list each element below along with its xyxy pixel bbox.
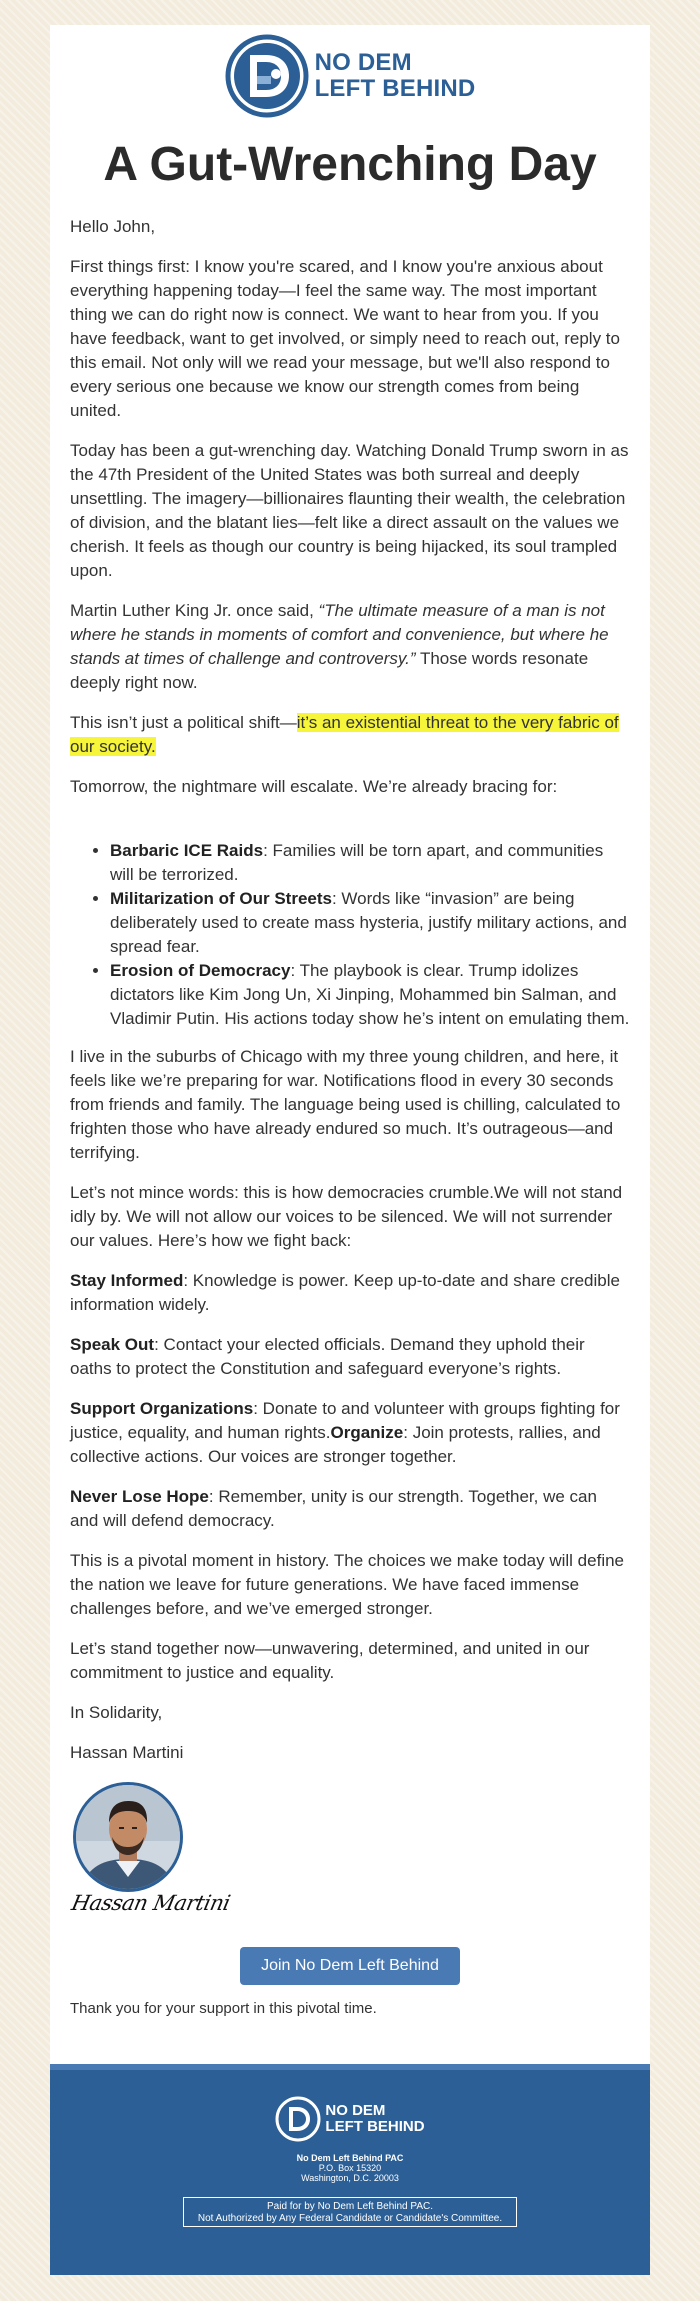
action-title: Stay Informed	[70, 1271, 184, 1290]
footer-logo-line-1: NO DEM	[325, 2102, 386, 2119]
avatar	[72, 1781, 184, 1893]
highlighted-text: it’s an existential threat to the very fabric of our society.	[70, 713, 619, 756]
paragraph-day: Today has been a gut-wrenching day. Watching Donald Trump sworn in as the 47th President of the United States was both surreal and deeply unsettling. The imagery—billionaires flaunting their wealth, the celebration of division, and the blatant lies—felt like a direct assault on the values we cherish. It feels as though our country is being hijacked, its soul trampled upon.	[70, 441, 629, 580]
action-text: : Donate to and volunteer with groups fighting for justice, equality, and human rights.	[70, 1399, 620, 1442]
footer-address	[50, 2153, 650, 2183]
join-button[interactable]: Join No Dem Left Behind	[240, 1947, 460, 1985]
paragraph-chicago: I live in the suburbs of Chicago with my three young children, and here, it feels like we’re preparing for war. Notifications flood in every 30 seconds from friends and family. The language being used is chilling, calculated to frighten those who have already endured so much. It’s outrageous—and terrifying.	[70, 1047, 621, 1162]
threat-lead: This isn’t just a political shift—	[70, 713, 297, 732]
list-item-text: : Words like “invasion” are being deliberately used to create mass hysteria, justify military actions, and spread fear.	[110, 889, 627, 956]
threat-list	[70, 839, 630, 1031]
logo-line-2: LEFT BEHIND	[314, 75, 476, 102]
d-logo-icon	[275, 2096, 321, 2142]
list-item-title: Militarization of Our Streets	[110, 889, 332, 908]
action-speak-out	[70, 1333, 630, 1381]
email-card	[50, 25, 650, 2275]
disclaimer-line-1: Paid for by No Dem Left Behind PAC.	[266, 2201, 433, 2212]
paragraph-fight-back: Let’s not mince words: this is how democracies crumble.We will not stand idly by. We will not allow our voices to be silenced. We will not surrender our values. Here’s how we fight back:	[70, 1183, 623, 1250]
closing: In Solidarity,	[70, 1703, 163, 1722]
mlk-lead: Martin Luther King Jr. once said,	[70, 601, 319, 620]
list-item	[110, 959, 630, 1031]
action-text: : Contact your elected officials. Demand they uphold their oaths to protect the Constitution and safeguard everyone’s rights.	[70, 1335, 585, 1378]
disclaimer-box	[183, 2197, 517, 2227]
paragraph-stand-together: Let’s stand together now—unwavering, determined, and united in our commitment to justice and equality.	[70, 1639, 590, 1682]
list-item-title: Erosion of Democracy	[110, 961, 291, 980]
handwritten-signature: Hassan Martini	[69, 1891, 233, 1915]
footer-address-line-2: Washington, D.C. 20003	[301, 2173, 399, 2183]
paragraph-intro: First things first: I know you're scared, and I know you're anxious about everything happening today—I feel the same way. The most important thing we can do right now is connect. We want to hear from you. If you have feedback, want to get involved, or simply need to reach out, reply to this email. Not only will we read your message, but we'll also respond to every serious one because we know our strength comes from being united.	[70, 257, 620, 420]
list-item	[110, 887, 630, 959]
list-item-text: : Families will be torn apart, and communities will be terrorized.	[110, 841, 604, 884]
action-title: Speak Out	[70, 1335, 155, 1354]
signature-block	[70, 1781, 630, 1927]
thank-you-note: Thank you for your support in this pivotal time.	[70, 2000, 377, 2017]
paragraph-mlk	[70, 599, 630, 695]
action-title: Never Lose Hope	[70, 1487, 209, 1506]
footer-wordmark	[325, 2103, 424, 2135]
logo-wordmark	[315, 50, 476, 102]
mlk-quote: “The ultimate measure of a man is not where he stands in moments of comfort and convenience, but where he stands at times of challenge and controversy.”	[70, 601, 609, 668]
action-text: : Remember, unity is our strength. Together, we can and will defend democracy.	[70, 1487, 597, 1530]
disclaimer-line-2: Not Authorized by Any Federal Candidate or Candidate's Committee.	[197, 2213, 503, 2224]
mlk-tail: Those words resonate deeply right now.	[70, 649, 589, 692]
action-title: Support Organizations	[70, 1399, 254, 1418]
footer-org: No Dem Left Behind PAC	[296, 2153, 404, 2163]
footer-logo[interactable]	[50, 2096, 650, 2142]
action-text: : Knowledge is power. Keep up-to-date and share credible information widely.	[70, 1271, 620, 1314]
list-item	[110, 839, 630, 887]
action-text-organize: : Join protests, rallies, and collective actions. Our voices are stronger together.	[70, 1423, 601, 1466]
list-item-title: Barbaric ICE Raids	[110, 841, 264, 860]
action-never-lose-hope	[70, 1485, 630, 1533]
greeting: Hello John,	[70, 217, 156, 236]
cta-wrapper	[70, 1947, 630, 1985]
d-logo-icon	[225, 34, 309, 118]
headline: A Gut-Wrenching Day	[103, 138, 597, 191]
footer-address-line-1: P.O. Box 15320	[318, 2163, 382, 2173]
footer-logo-line-2: LEFT BEHIND	[325, 2118, 425, 2135]
list-item-text: : The playbook is clear. Trump idolizes dictators like Kim Jong Un, Xi Jinping, Mohammed bin Salman, and Vladimir Putin. His actions today show he’s intent on emulating them.	[110, 961, 630, 1028]
logo-line-1: NO DEM	[314, 49, 412, 76]
footer	[50, 2064, 650, 2275]
email-body	[50, 215, 650, 2019]
paragraph-threat	[70, 711, 630, 759]
signer-name: Hassan Martini	[70, 1743, 184, 1762]
paragraph-pivotal: This is a pivotal moment in history. The choices we make today will define the nation we leave for future generations. We have faced immense challenges before, and we’ve emerged stronger.	[70, 1551, 625, 1618]
action-stay-informed	[70, 1269, 630, 1317]
action-title-organize: Organize	[330, 1423, 404, 1442]
header-logo[interactable]	[50, 25, 650, 123]
paragraph-tomorrow: Tomorrow, the nightmare will escalate. We’re already bracing for:	[70, 777, 558, 796]
action-support-organizations	[70, 1397, 630, 1469]
